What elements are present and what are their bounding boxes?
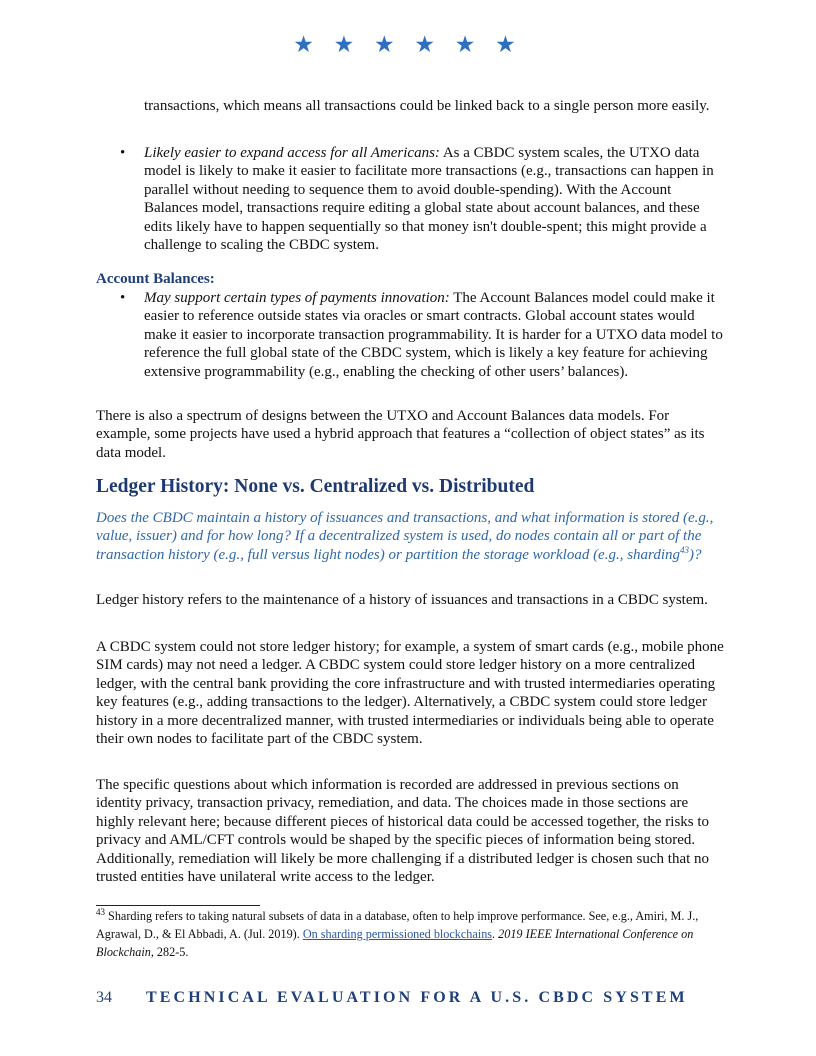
page-footer xyxy=(96,989,688,1007)
bullet-account-innovation xyxy=(120,289,724,381)
account-balances-heading: Account Balances: xyxy=(96,271,215,287)
bullet-lead: Likely easier to expand access for all Americans: xyxy=(144,145,440,161)
continuation-text: transactions, which means all transactions could be linked back to a single person more easily. xyxy=(144,98,710,114)
footnote-venue: 2019 IEEE International Conference on Blockchain, xyxy=(96,927,694,959)
paragraph-options: A CBDC system could not store ledger history; for example, a system of smart cards (e.g., mobile phone SIM cards) may not need a ledger. A CBDC system could store ledger history on a more centralized ledger, with the central bank providing the core infrastructure and with trusted intermediaries operating key features (e.g., adding transactions to the ledger). Alternatively, a CBDC system could store ledger history in a more decentralized manner, with trusted intermediaries or individuals being able to operate their own nodes to facilitate part of the CBDC system. xyxy=(96,639,724,748)
spectrum-paragraph: There is also a spectrum of designs between the UTXO and Account Balances data models. For example, some projects have used a hybrid approach that features a “collection of object states” as its data model. xyxy=(96,408,705,461)
question-text: Does the CBDC maintain a history of issuances and transactions, and what information is stored (e.g., value, issuer) and for how long? If a decentralized system is used, do nodes contain all or part of the transaction history (e.g., full versus light nodes) or partition the storage workload (e.g., sharding xyxy=(96,510,714,563)
bullet-text: As a CBDC system scales, the UTXO data model is likely to make it easier to facilitate more transactions (e.g., transactions can happen in parallel without needing to sequence them to avoid double-spending). With the Account Balances model, transactions require editing a global state about account balances, and these edits likely have to happen sequentially so that money isn't double-spent; this might provide a challenge to scaling the CBDC system. xyxy=(144,145,714,254)
footnote-punct: . xyxy=(492,927,499,941)
header-stars: ★ ★ ★ ★ ★ ★ xyxy=(293,32,523,57)
footnote-number: 43 xyxy=(96,906,105,917)
footnote-ref[interactable]: 43 xyxy=(680,544,690,555)
bullet-icon: • xyxy=(120,145,126,161)
section-question xyxy=(96,509,724,564)
paragraph-questions: The specific questions about which information is recorded are addressed in previous sections on identity privacy, transaction privacy, remediation, and data. The choices made in those sections are highly relevant here; because different pieces of historical data could be accessed together, the risks to privacy and AML/CFT controls would be shaped by the specific pieces of information being stored. Additionally, remediation will likely be more challenging if a distributed ledger is chosen such that no trusted entities have unilateral write access to the ledger. xyxy=(96,777,710,886)
footnote-pages: 282-5. xyxy=(153,945,189,959)
page-number: 34 xyxy=(96,989,112,1006)
section-title: Ledger History: None vs. Centralized vs. Distributed xyxy=(96,476,535,497)
bullet-lead: May support certain types of payments innovation: xyxy=(144,290,450,306)
bullet-text: The Account Balances model could make it easier to reference outside states via oracles or smart contracts. Global account states would make it easier to incorporate transaction programmability. It is harder for a UTXO data model to reference the full global state of the CBDC system, which is likely a key feature for achieving extensive programmability (e.g., enabling the checking of other users’ balances). xyxy=(144,290,723,380)
paragraph-definition: Ledger history refers to the maintenance of a history of issuances and transactions in a CBDC system. xyxy=(96,592,708,608)
footnote-43 xyxy=(96,907,721,961)
bullet-icon: • xyxy=(120,290,126,306)
footnote-divider xyxy=(96,905,260,906)
footer-title: TECHNICAL EVALUATION FOR A U.S. CBDC SYSTEM xyxy=(146,989,688,1006)
bullet-utxo-access xyxy=(120,144,724,254)
footnote-link[interactable]: On sharding permissioned blockchains xyxy=(302,927,493,941)
footnote-text: Sharding refers to taking natural subsets of data in a database, often to help improve performance. See, e.g., Amiri, M. J., Agrawal, D., & El Abbadi, A. (Jul. 2019). xyxy=(96,909,699,941)
question-end: )? xyxy=(689,546,702,563)
